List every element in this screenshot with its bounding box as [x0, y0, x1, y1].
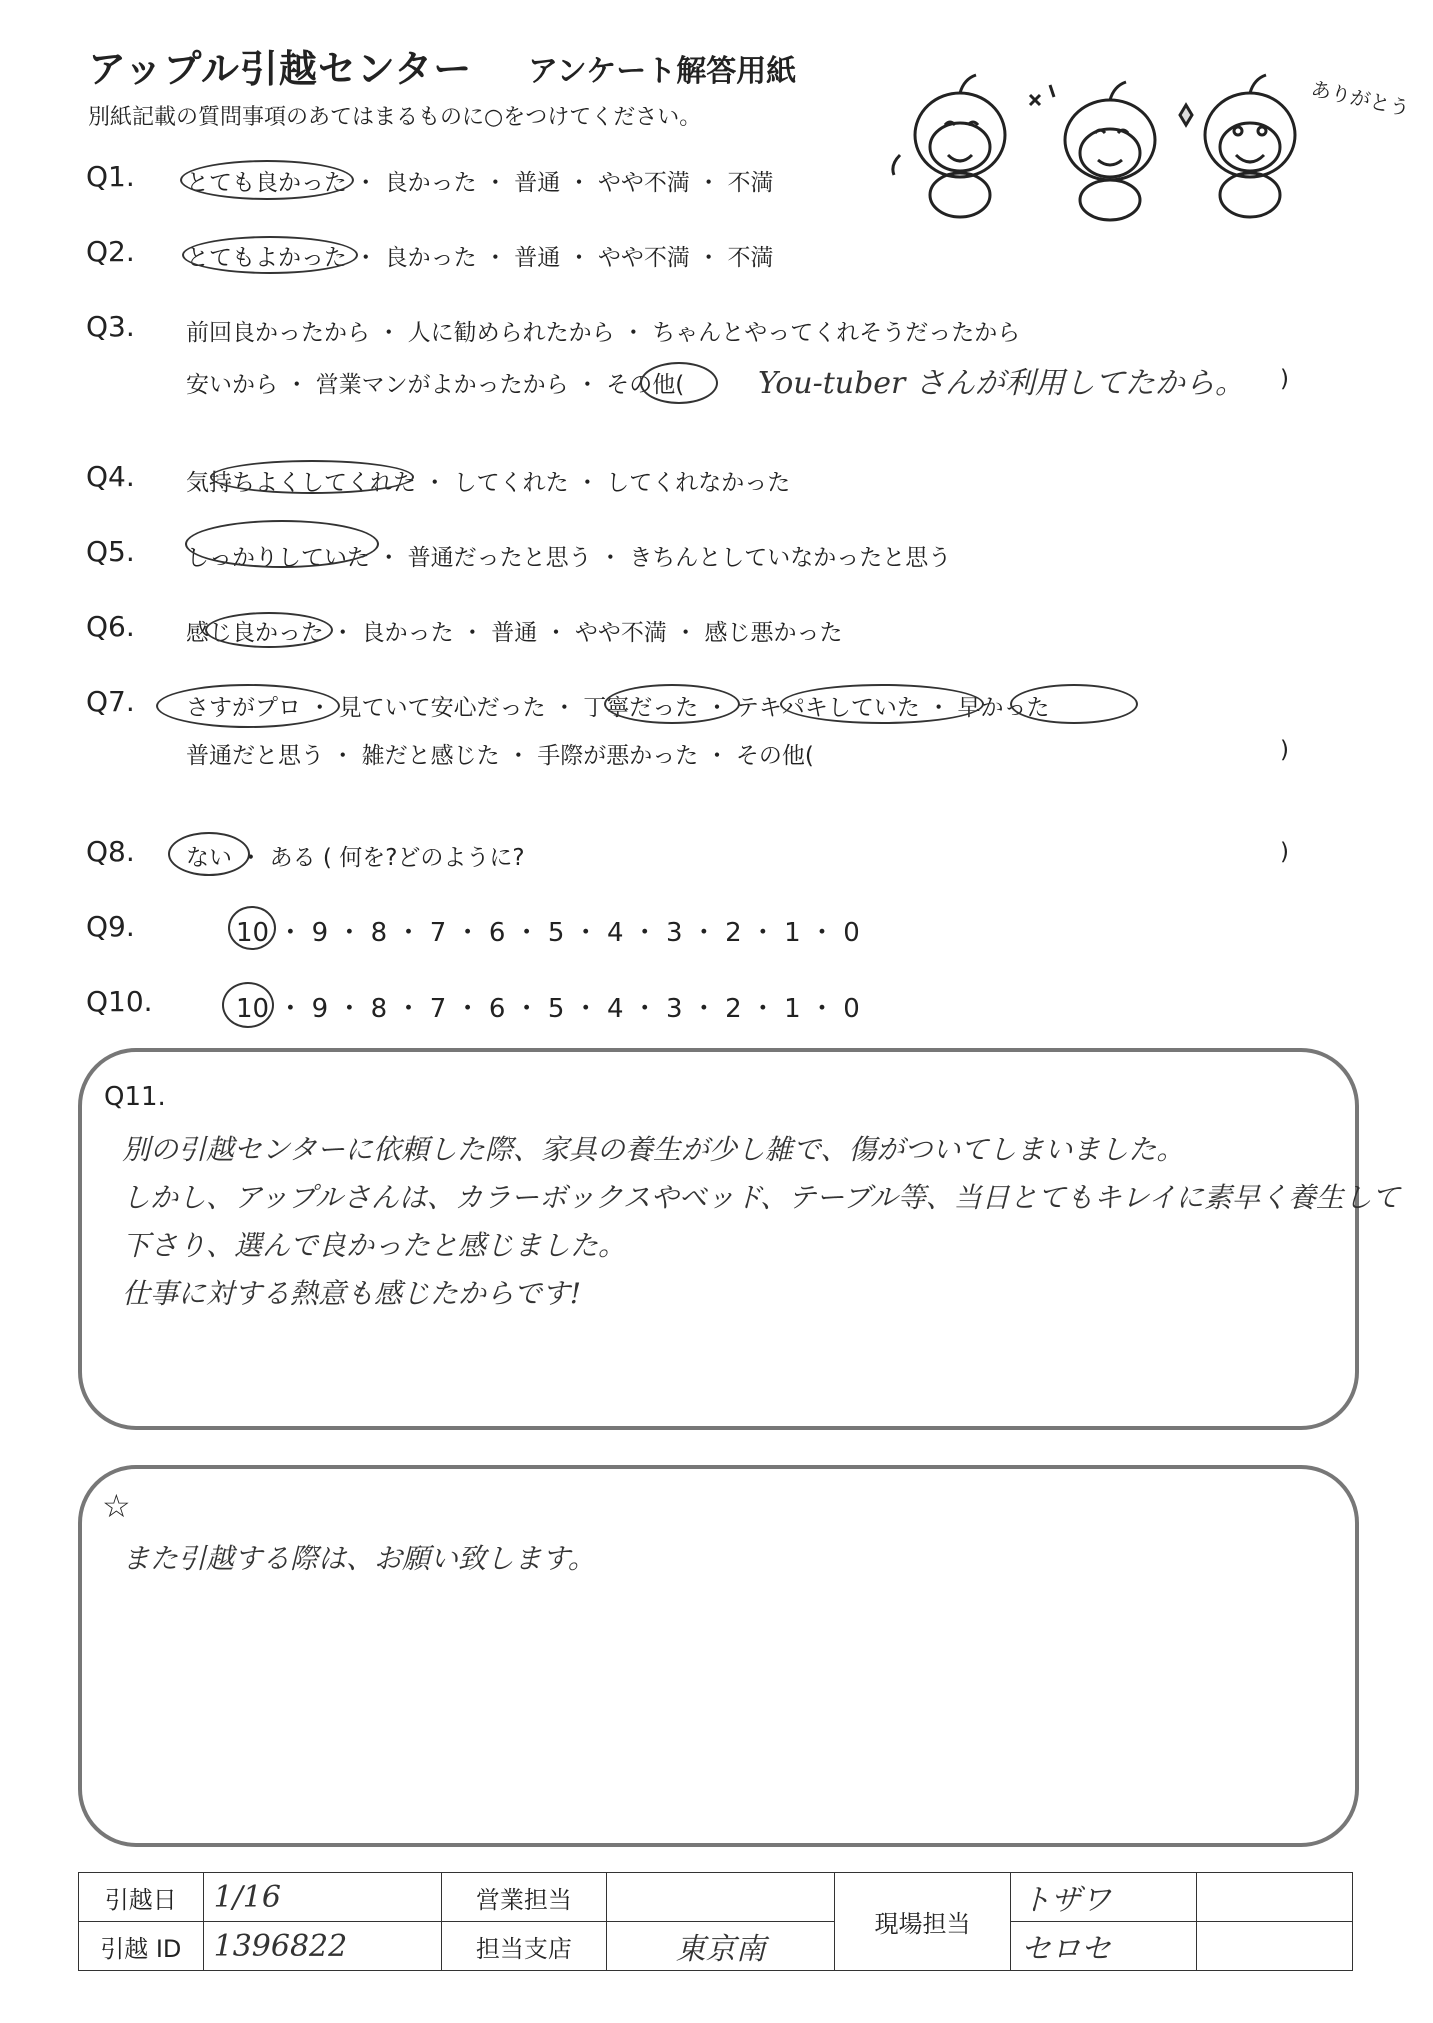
q8-options: ない ・ ある ( 何を?どのように?	[186, 845, 525, 871]
moving-id-value: 1396822	[203, 1922, 441, 1971]
moving-id-label: 引越 ID	[79, 1922, 204, 1971]
q5-label: Q5.	[86, 535, 135, 568]
q3-options-line2: 安いから ・ 営業マンがよかったから ・ その他(	[186, 372, 685, 398]
q8-selection-mark	[168, 832, 250, 876]
sales-staff-label: 営業担当	[441, 1873, 607, 1922]
site-staff-1: トザワ	[1011, 1873, 1197, 1922]
q11-line-3: 下さり、選んで良かったと感じました。	[122, 1229, 627, 1262]
q11-comment-box	[78, 1048, 1400, 1430]
q8-close-paren: )	[1280, 839, 1289, 865]
q10-options: 10 ・ 9 ・ 8 ・ 7 ・ 6 ・ 5 ・ 4 ・ 3 ・ 2 ・ 1 ・ 0	[236, 994, 860, 1024]
branch-label: 担当支店	[441, 1922, 607, 1971]
sales-staff-value	[607, 1873, 835, 1922]
q3-options-line1: 前回良かったから ・ 人に勧められたから ・ ちゃんとやってくれそうだったから	[186, 320, 1021, 346]
q9-selection-mark	[228, 906, 276, 950]
q8-label: Q8.	[86, 835, 135, 868]
q5-options: しっかりしていた ・ 普通だったと思う ・ きちんとしていなかったと思う	[186, 545, 952, 571]
q2-selection-mark	[182, 236, 358, 274]
q11-line-1: 別の引越センターに依頼した際、家具の養生が少し雑で、傷がついてしまいました。	[122, 1133, 1185, 1166]
form-subtitle: アンケート解答用紙	[528, 54, 797, 89]
moving-date-value: 1/16	[203, 1873, 441, 1922]
site-staff-extra-2	[1197, 1922, 1353, 1971]
q11-label: Q11.	[104, 1082, 166, 1112]
q2-options: とてもよかった ・ 良かった ・ 普通 ・ やや不満 ・ 不満	[186, 245, 774, 271]
moving-date-label: 引越日	[79, 1873, 204, 1922]
additional-comment-box	[78, 1465, 1359, 1847]
site-staff-2: セロセ	[1011, 1922, 1197, 1971]
form-instruction: 別紙記載の質問事項のあてはまるものに○をつけてください。	[88, 105, 702, 130]
star-icon: ☆	[102, 1487, 131, 1525]
q7-label: Q7.	[86, 685, 135, 718]
q2-label: Q2.	[86, 235, 135, 268]
q1-label: Q1.	[86, 160, 135, 193]
q1-options: とても良かった ・ 良かった ・ 普通 ・ やや不満 ・ 不満	[186, 170, 774, 196]
q7-options-line2: 普通だと思う ・ 雑だと感じた ・ 手際が悪かった ・ その他(	[186, 743, 814, 769]
site-staff-label: 現場担当	[834, 1873, 1010, 1971]
q7-selection-mark-3	[780, 684, 984, 724]
q4-label: Q4.	[86, 460, 135, 493]
q1-selection-mark	[180, 160, 354, 200]
q7-selection-mark-2	[604, 684, 740, 724]
q9-label: Q9.	[86, 910, 135, 943]
q4-selection-mark	[210, 460, 414, 494]
q6-options: 感じ良かった ・ 良かった ・ 普通 ・ やや不満 ・ 感じ悪かった	[186, 620, 843, 646]
footer-info-table	[78, 1872, 1353, 1971]
site-staff-extra-1	[1197, 1873, 1353, 1922]
q3-label: Q3.	[86, 310, 135, 343]
q11-line-4: 仕事に対する熱意も感じたからです!	[122, 1277, 581, 1310]
q3-selection-mark	[640, 362, 718, 404]
q10-label: Q10.	[86, 985, 153, 1018]
q10-selection-mark	[222, 982, 274, 1028]
q6-label: Q6.	[86, 610, 135, 643]
thanks-text: ありがとう	[1308, 76, 1412, 121]
q7-options-line1: さすがプロ ・ 見ていて安心だった ・ 丁寧だった ・ テキパキしていた ・ 早かった	[186, 695, 1050, 721]
q7-close-paren: )	[1280, 737, 1289, 763]
q7-selection-mark-4	[1010, 684, 1138, 724]
q3-handwritten-answer: You-tuber さんが利用してたから。	[758, 366, 1245, 401]
q6-selection-mark	[205, 612, 333, 648]
mascot-illustration	[890, 55, 1412, 225]
branch-value: 東京南	[607, 1922, 835, 1971]
form-title: アップル引越センター	[88, 47, 473, 91]
q5-selection-mark	[185, 520, 379, 568]
q4-options: 気持ちよくしてくれた ・ してくれた ・ してくれなかった	[186, 470, 791, 496]
q11-line-2: しかし、アップルさんは、カラーボックスやベッド、テーブル等、当日とてもキレイに素早く養生して	[122, 1181, 1400, 1214]
additional-comment-text: また引越する際は、お願い致します。	[122, 1542, 596, 1575]
q7-selection-mark-1	[156, 684, 340, 728]
q9-options: 10 ・ 9 ・ 8 ・ 7 ・ 6 ・ 5 ・ 4 ・ 3 ・ 2 ・ 1 ・ 0	[236, 918, 860, 948]
q3-close-paren: )	[1280, 366, 1289, 392]
